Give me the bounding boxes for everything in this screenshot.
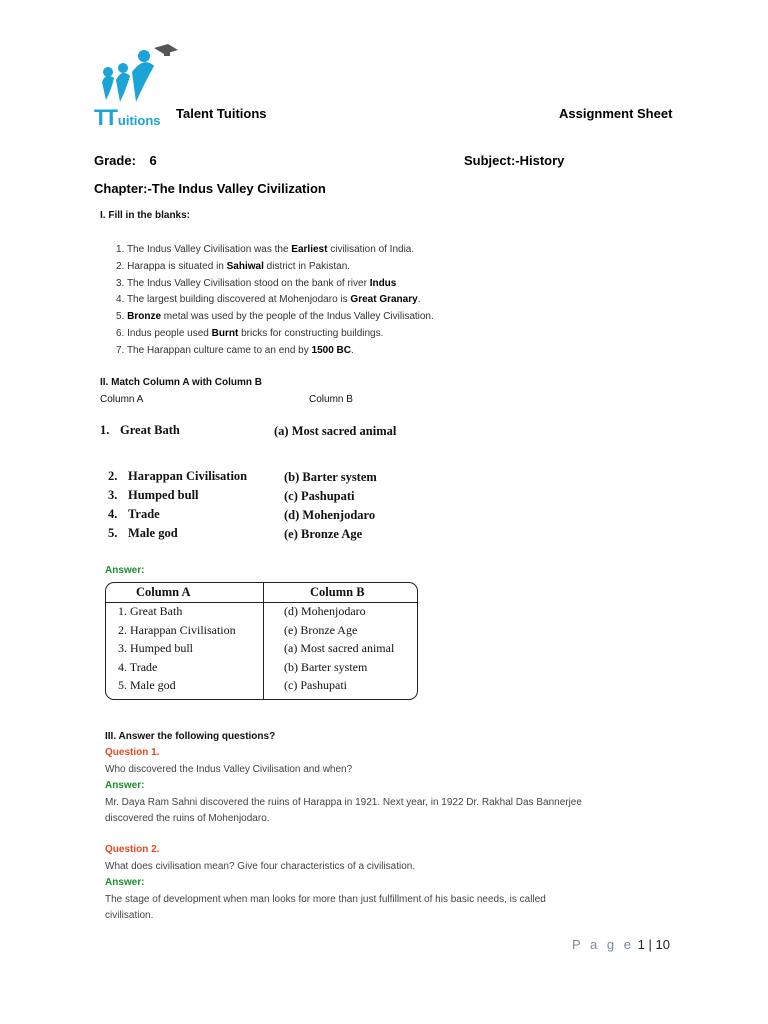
table-cell: (a) Most sacred animal: [284, 641, 395, 655]
question-1-text: Who discovered the Indus Valley Civilisation and when?: [105, 764, 353, 775]
list-item: 7. The Harappan culture came to an end by 1500 BC.: [116, 344, 354, 356]
match-right-c: (c) Pashupati: [284, 489, 355, 503]
list-item: 2. Harappa is situated in Sahiwal district in Pakistan.: [116, 260, 351, 272]
brand-name: Talent Tuitions: [176, 106, 267, 121]
list-item: 3. The Indus Valley Civilisation stood on the bank of river Indus: [116, 277, 397, 289]
section-3-title: III. Answer the following questions?: [105, 731, 276, 742]
table-divider: [263, 583, 264, 699]
list-item: 1. The Indus Valley Civilisation was the Earliest civilisation of India.: [116, 244, 415, 255]
table-cell: (e) Bronze Age: [284, 622, 358, 637]
page-total: 10: [655, 937, 670, 952]
answer-1-line-2: discovered the ruins of Mohenjodaro.: [105, 813, 270, 824]
grade-label: Grade:: [94, 153, 136, 168]
section-2-title: II. Match Column A with Column B: [100, 377, 263, 388]
page-separator: |: [648, 937, 652, 952]
match-right-b: (b) Barter system: [284, 470, 377, 484]
answer-1-line-1: Mr. Daya Ram Sahni discovered the ruins of Harappa in 1921. Next year, in 1922 Dr. Rakhal Das Bannerjee: [105, 797, 582, 808]
match-left-3: 3. Humped bull: [108, 488, 199, 502]
column-b-label: Column B: [309, 394, 353, 405]
table-cell: (b) Barter system: [284, 659, 368, 674]
table-cell: 1. Great Bath: [118, 604, 183, 618]
match-left-4: 4. Trade: [108, 507, 160, 521]
table-header-b: Column B: [310, 585, 365, 599]
list-item: 5. Bronze metal was used by the people of the Indus Valley Civilisation.: [116, 311, 434, 323]
match-right-e: (e) Bronze Age: [284, 527, 363, 541]
subject-line: Subject:-History: [464, 153, 565, 168]
logo-wordmark: TTuitions: [94, 105, 161, 130]
table-cell: (c) Pashupati: [284, 678, 347, 692]
column-a-label: Column A: [100, 394, 144, 405]
table-cell: 5. Male god: [118, 678, 176, 692]
answer-2-line-1: The stage of development when man looks for more than just fulfillment of his basic needs, is called: [105, 894, 546, 905]
table-cell: (d) Mohenjodaro: [284, 604, 366, 618]
sheet-title: Assignment Sheet: [559, 106, 673, 121]
section-1-title: I. Fill in the blanks:: [100, 210, 191, 221]
answer-2-label: Answer:: [105, 877, 145, 888]
answer-2-line-2: civilisation.: [105, 910, 154, 921]
chapter-line: Chapter:-The Indus Valley Civilization: [94, 181, 326, 196]
answer-table: [105, 582, 418, 700]
page-footer: [572, 937, 670, 952]
answer-label-match: Answer:: [105, 565, 145, 576]
list-item: 4. The largest building discovered at Mohenjodaro is Great Granary.: [116, 294, 421, 306]
fill-blanks-list: [116, 242, 434, 360]
question-2-text: What does civilisation mean? Give four characteristics of a civilisation.: [105, 861, 416, 872]
answer-1-label: Answer:: [105, 780, 145, 791]
question-2-label: Question 2.: [105, 844, 160, 855]
table-cell: 4. Trade: [118, 659, 158, 674]
page-word: P a g e: [572, 937, 634, 952]
table-header-a: Column A: [136, 585, 191, 599]
match-left-5: 5. Male god: [108, 526, 178, 540]
list-item: 6. Indus people used Burnt bricks for constructing buildings.: [116, 327, 384, 339]
grade-line: [94, 153, 157, 168]
table-cell: 3. Humped bull: [118, 641, 193, 655]
match-right-d: (d) Mohenjodaro: [284, 508, 376, 522]
page-number: 1: [637, 937, 645, 952]
table-cell: 2. Harappan Civilisation: [118, 622, 236, 637]
match-right-a: (a) Most sacred animal: [274, 424, 397, 438]
grade-value: 6: [149, 153, 157, 168]
question-1-label: Question 1.: [105, 747, 160, 758]
match-left-1: 1. Great Bath: [100, 423, 180, 437]
match-left-2: 2. Harappan Civilisation: [108, 469, 248, 483]
